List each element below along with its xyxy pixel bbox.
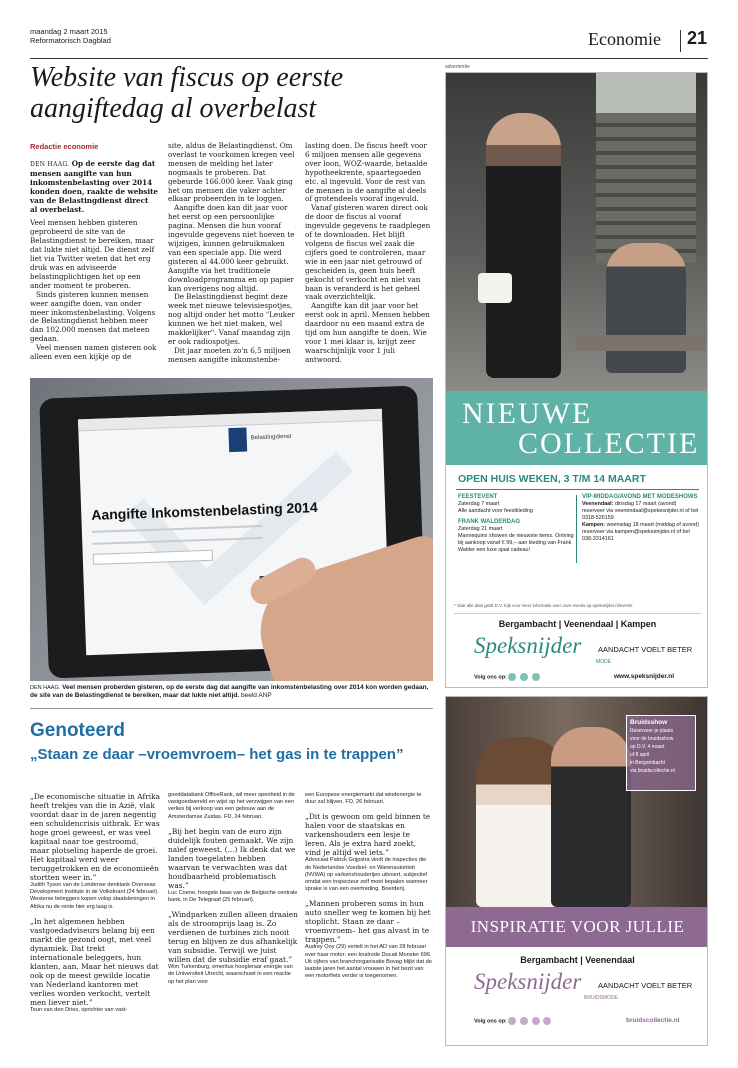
quote-source: Wim Turkenburg, emeritus hoogleraar energie van de Universiteit Utrecht, waarschuwt in een reactie op het plan voor [168, 964, 293, 985]
header-date: maandag 2 maart 2015 [30, 27, 108, 36]
article-column-1 [30, 160, 158, 362]
header-divider [680, 30, 681, 52]
article-paragraph: site, aldus de Belastingdienst. Om overlast te voorkomen kregen veel mensen de melding het later nogmaals te proberen. Dat gebeurde 166.000 keer. Vaak ging het om mensen die vaker achter elkaar probeerden in te loggen. [168, 141, 295, 204]
event-title: FRANK WALDERDAG [458, 519, 520, 525]
box-line: Reserveer je plaats [630, 728, 674, 734]
event-title: VIP-MIDDAG/AVOND MET MODESHOWS [582, 494, 698, 500]
quote-text: „Dit is gewoon om geld binnen te halen voor de staatskas en varkenshouders een lesje te leren. Als je extra hard zoekt, vind je altijd wel iets.” [305, 812, 431, 858]
ad-speksnijder-mode[interactable] [445, 72, 708, 688]
quote-text: „Mannen proberen soms in hun auto sneller weg te komen bij het stoplicht. Staan ze daar –vroemvroem– het gas alvast in te trappen.” [305, 899, 431, 945]
quote-text: „De economische situatie in Afrika heeft trekjes van die in Azië, vlak voordat daar in de jaren negentig een schuldencrisis uitbrak. Er was hoge groei geweest, er was veel kapitaal naar toe gestroomd, maar plotseling haperde de groei. Het kapitaal werd weer teruggetrokken en de economieën stortten weer in.” [30, 792, 160, 882]
pinterest-icon[interactable] [532, 1017, 540, 1025]
article-paragraph: Vanaf gisteren waren direct ook de door de fiscus al vooraf ingevulde gegevens te raadplegen of te downloaden. Het blijft volgens de fiscus wel zaak die cijfers goed te controleren, maar wie in een jaar niet getrouwd of gescheiden is, geen huis heeft gekocht of verkocht en niet van baan is veranderd is het geheel vaak overzichtelijk. [305, 203, 431, 302]
box-line: of 8 april [630, 752, 650, 758]
genoteerd-column-1 [30, 792, 160, 1014]
article-paragraph: Veel mensen namen gisteren ook alleen even een kijkje op de [30, 343, 157, 362]
article-paragraph: Dit jaar moeten zo'n 6,5 miljoen mensen aangifte inkomstenbe- [168, 345, 291, 364]
event-line: Veenendaal: dinsdag 17 maart (avond) reserveer via veenendaal@spekesnijder.nl of bel 0318-526159 [582, 501, 699, 521]
article-paragraph: De Belastingdienst begint deze week met nieuwe televisiespotjes, nog altijd onder het motto "Leuker kunnen we het niet maken, wel makkelijker". Vanaf maandag zijn er ook radiospotjes. [168, 292, 295, 346]
quote-source: Teun van den Dries, oprichter van vast- [30, 1006, 128, 1013]
quote-source: een Europese energiemarkt dat windenergie te duur zal blijven. FD, 26 februari. [305, 792, 422, 806]
page-number: 21 [687, 28, 708, 48]
tablet-title: Aangifte Inkomstenbelasting 2014 [91, 499, 318, 523]
follow-label: Volg ons op: [474, 673, 542, 681]
bridal-banner: INSPIRATIE VOOR JULLIE [446, 907, 708, 947]
event-line: Mannequins showen de nieuwste items. Ontving bij aankoop vanaf € 99,– aan kleding van Frank Walder een luxe sjaal cadeau! [458, 533, 574, 553]
model-man [606, 243, 686, 373]
ad-speksnijder-bruid[interactable] [445, 696, 708, 1046]
quote-source: Judith Tyson van de Londense denktank Overseas Development Institute in de Volkskrant (24 februari). Westerse beleggers kopen volop staatsleningen in Afrika nu de rente hier erg laag is. [30, 882, 159, 910]
genoteerd-rule [30, 708, 433, 709]
box-line: op D.V. 4 maart [630, 744, 665, 750]
genoteerd-column-2 [168, 792, 298, 986]
open-huis-title: OPEN HUIS WEKEN, 3 T/M 14 MAART [458, 473, 646, 485]
article-paragraph: Aangifte doen kan dit jaar voor het eerst op een persoonlijke pagina. Mensen die hun vooraf ingevulde gegevens niet hoeven te wijzigen, kunnen gebruikmaken van een speciale app. Die werd gisteren al 44.000 keer gebruikt. Aangifte via het traditionele downloadprogramma en op papier kan overigens nog altijd. [168, 203, 295, 293]
quote-text: „In het algemeen hebben vastgoedadviseurs belang bij een markt die gezond oogt, met veel dynamiek. Dat trekt internationale beleggers, hun klanten, aan. Maar het nieuws dat ook op de meest gewilde locatie van Nederland kantoren met verlies worden verkocht, vertelt men liever niet.” [30, 916, 159, 1007]
brand-logo: Speksnijder [474, 633, 582, 658]
brand-sub: MODE [596, 659, 611, 665]
article-paragraph: Sinds gisteren kunnen mensen weer aangifte doen, van onder meer inkomstenbelasting. Volgens de Belastingdienst hebben meer dan 102.000 mensen dat meteen gedaan. [30, 289, 156, 344]
brand-sub: BRUIDSMODE [584, 995, 618, 1001]
ad-events-left [458, 494, 576, 554]
genoteerd-kicker: Genoteerd [30, 720, 126, 741]
ad-url[interactable]: bruidscollectie.nl [626, 1017, 680, 1024]
header-rule [30, 58, 708, 59]
article-headline: Website van fiscus op eerste aangiftedag al overbelast [30, 62, 344, 124]
article-byline: Redactie economie [30, 142, 99, 151]
quote-source: Advocaat Patrick Grijpstra vindt de inspecties die de Nederlandse Voedsel- en Warenautoriteit (NVWA) op varkenshouderijen uitvoert, subjectief omdat een inspecteur zelf moet bepalen wanneer sprake is van een overtreding. Boerderij. [305, 857, 428, 893]
article-column-2 [168, 142, 296, 365]
article-lead: DEN HAAG. Op de eerste dag dat mensen aangifte van hun inkomstenbelasting over 2014 konden doen, raakte de website van de Belastingdienst direct al overbelast. [30, 159, 158, 214]
ad-divider [454, 613, 701, 614]
article-paragraph: lasting doen. De fiscus heeft voor 6 miljoen mensen alle gegevens over loon, WOZ-waarde, betaalde hypotheekrente, spaartegoeden etc. al ingevuld. Voor de rest van de mensen is de aangifte al deels of grotendeels vooraf ingevuld. [305, 141, 428, 204]
genoteerd-column-3 [305, 792, 433, 980]
genoteerd-headline: „Staan ze daar –vroemvroem– het gas in te trappen” [30, 746, 404, 763]
article-photo [30, 378, 433, 681]
window [596, 73, 696, 113]
ad-banner [446, 391, 708, 465]
quote-source: Audrey Ooy (29) vertelt in het AD van 28 februari over haar motor: een knalrode Ducati Monster 696. Uit cijfers van branchorganisatie Bovag blijkt dat de laatste jaren het aantal vrouwen in het bezit van een motorfiets verder is toegenomen. [305, 944, 432, 980]
handbag [478, 273, 512, 303]
event-line: Kampen: woensdag 18 maart (middag of avond) reserveer via kampen@spekesnijder.nl of bel 038-3314161 [582, 522, 699, 542]
ad-locations: Bergambacht | Veenendaal [520, 955, 635, 965]
box-line: in Bergambacht [630, 760, 666, 766]
ad-fashion-photo [446, 73, 708, 391]
photo-caption: DEN HAAG. Veel mensen proberden gisteren, op de eerste dag dat aangifte van inkomstenbelasting over 2014 kon worden gedaan, de site van de Belastingdienst te bereiken, maar dat lukte niet altijd. beeld ANP [30, 684, 429, 699]
tablet-brand: Belastingdienst [250, 433, 292, 442]
bridal-show-box [626, 715, 696, 791]
ad-divider [456, 489, 699, 490]
section-title: Economie [588, 29, 661, 49]
stairs [596, 113, 696, 263]
bench [576, 335, 706, 351]
ad-footnote: * Vaar alle data geldt D.V. Kijk voor meer informatie over onze events op speksnijder.nl/events [454, 603, 633, 608]
twitter-icon[interactable] [520, 673, 528, 681]
banner-line-1: NIEUWE [462, 397, 593, 430]
pinterest-icon[interactable] [532, 673, 540, 681]
article-paragraph: Veel mensen hebben gisteren geprobeerd de site van de Belastingdienst te bereiken, maar dat lukte niet altijd. De dienst zelf liet via Twitter weten dat het erg druk was en adviseerde belastingplichtigen het op een ander moment te proberen. [30, 218, 155, 290]
ad-locations: Bergambacht | Veenendaal | Kampen [498, 619, 657, 629]
banner-line-2: COLLECTIE [518, 427, 700, 460]
article-column-3 [305, 142, 431, 365]
follow-label: Volg ons op: [474, 1017, 553, 1025]
model-woman [486, 113, 561, 378]
ad-column-divider [576, 495, 577, 563]
brand-tagline: AANDACHT VOELT BETER [598, 645, 693, 654]
ad-label: advertentie [445, 64, 470, 70]
facebook-icon[interactable] [508, 673, 516, 681]
facebook-icon[interactable] [508, 1017, 516, 1025]
quote-source: goeddatabank OfficeRank, wil meer openheid in de vastgoedwereld en wijst op het verzwijgen van een verlies bij verkoop van een gebouw aan de Amsterdamse Zuidas. FD, 24 februari. [168, 792, 295, 820]
box-title: Bruidsshow [630, 719, 668, 726]
article-paragraph: Aangifte kan dit jaar voor het eerst ook in april. Mensen hebben daardoor nu een maand extra de tijd om hun aangifte te doen. Wie voor 1 mei klaar is, krijgt zeer waarschijnlijk voor 1 juli antwoord. [305, 301, 430, 364]
box-line: voor de bruidsshow [630, 736, 674, 742]
box-line[interactable]: via bruidscollectie.nl [630, 768, 675, 774]
ad-url[interactable]: www.speksnijder.nl [614, 673, 675, 680]
ad-events-right [582, 494, 700, 543]
event-line: Zaterdag 21 maart [458, 526, 503, 532]
instagram-icon[interactable] [543, 1017, 551, 1025]
quote-text: „Windparken zullen alleen draaien als de stroomprijs laag is. Zo verdienen de turbines zich nooit terug en blijven ze dus afhankelijk van subsidie. Terwijl we juist willen dat de subsidie eraf gaat.” [168, 910, 298, 965]
event-line: Zaterdag 7 maart [458, 501, 500, 507]
quote-text: „Bij het begin van de euro zijn duidelijk fouten gemaakt. We zijn naïef geweest. (...) Ik denk dat we landen toegelaten hebben waarvan te verwachten was dat houdbaarheid problematisch was.” [168, 826, 296, 890]
brand-logo: Speksnijder [474, 969, 582, 994]
groom [551, 727, 631, 907]
event-title: FEESTEVENT [458, 494, 498, 500]
header-paper: Reformatorisch Dagblad [30, 36, 111, 45]
twitter-icon[interactable] [520, 1017, 528, 1025]
quote-source: Luc Coene, hoogste baas van de Belgische centrale bank, in De Telegraaf (25 februari). [168, 889, 298, 904]
brand-tagline: AANDACHT VOELT BETER [598, 981, 693, 990]
event-line: Alle aandacht voor feestkleding [458, 508, 533, 514]
